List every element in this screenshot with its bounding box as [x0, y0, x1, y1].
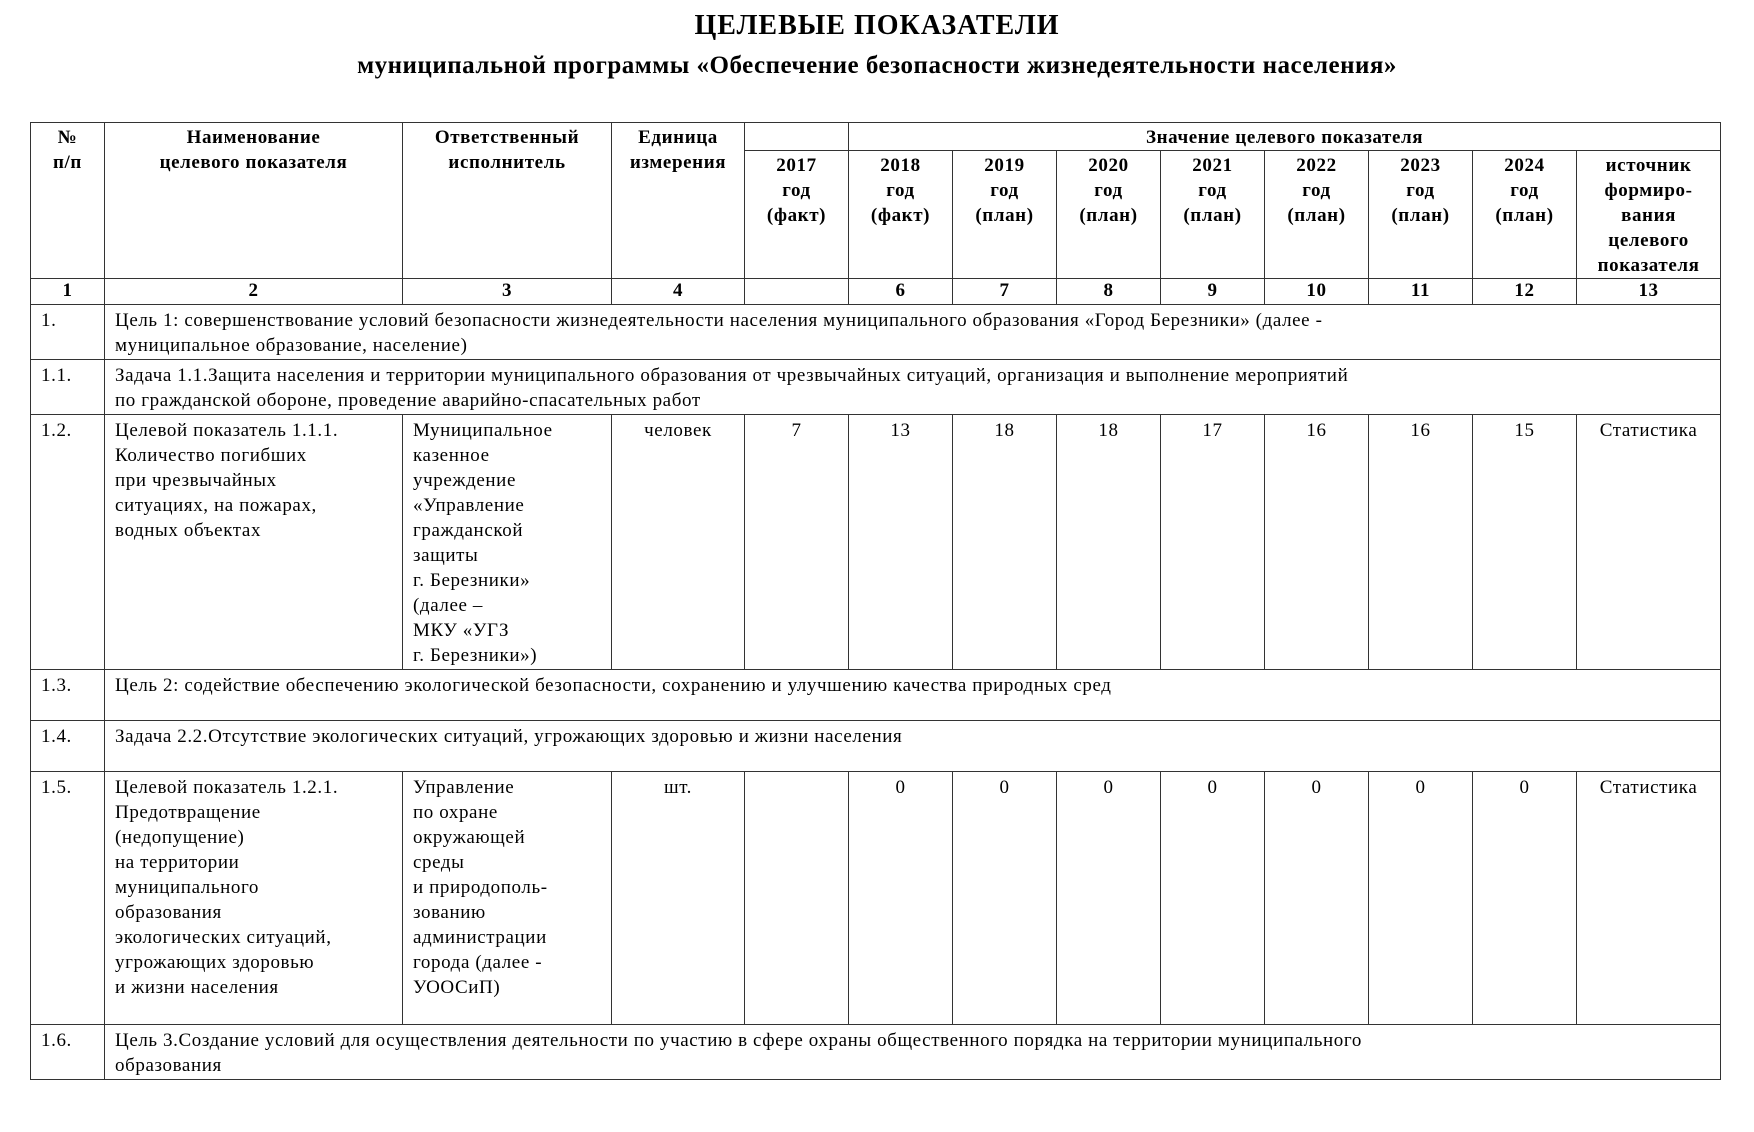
col-number: 4: [612, 279, 745, 305]
row-index: 1.: [31, 305, 105, 360]
header-row-1: [31, 123, 1721, 151]
col-number: 8: [1057, 279, 1161, 305]
table-row-goal-1: [31, 305, 1721, 360]
value-2024: 15: [1473, 415, 1577, 670]
value-2020: 18: [1057, 415, 1161, 670]
header-year-2021: 2021 год (план): [1161, 151, 1265, 279]
indicator-source: Статистика: [1577, 772, 1721, 1025]
value-2018: 0: [849, 772, 953, 1025]
row-index: 1.3.: [31, 670, 105, 721]
header-year-2022: 2022 год (план): [1265, 151, 1369, 279]
indicator-source: Статистика: [1577, 415, 1721, 670]
goal-text: Цель 1: совершенствование условий безопасности жизнедеятельности населения муниципального образования «Город Березники» (далее - муниципальное образование, население): [105, 305, 1721, 360]
header-year-2017: 2017 год (факт): [745, 151, 849, 279]
indicator-unit: шт.: [612, 772, 745, 1025]
table-row-indicator-1-2-1: [31, 772, 1721, 1025]
value-2019: 0: [953, 772, 1057, 1025]
indicator-responsible: Муниципальное казенное учреждение «Управление гражданской защиты г. Березники» (далее – МКУ «УГЗ г. Березники»): [403, 415, 612, 670]
table-row-task-2-2: [31, 721, 1721, 772]
value-2018: 13: [849, 415, 953, 670]
value-2023: 16: [1369, 415, 1473, 670]
value-2024: 0: [1473, 772, 1577, 1025]
header-unit: Единица измерения: [612, 123, 745, 279]
value-2019: 18: [953, 415, 1057, 670]
targets-table: [30, 122, 1721, 1080]
col-number: 6: [849, 279, 953, 305]
goal-text: Цель 2: содействие обеспечению экологической безопасности, сохранению и улучшению качества природных сред: [105, 670, 1721, 721]
row-index: 1.1.: [31, 360, 105, 415]
header-empty-cell: [745, 123, 849, 151]
col-number: [745, 279, 849, 305]
column-number-row: [31, 279, 1721, 305]
value-2017: [745, 772, 849, 1025]
indicator-name: Целевой показатель 1.2.1. Предотвращение (недопущение) на территории муниципального образования экологических ситуаций, угрожающих здоровью и жизни населения: [105, 772, 403, 1025]
header-value-group: Значение целевого показателя: [849, 123, 1721, 151]
header-num: № п/п: [31, 123, 105, 279]
col-number: 11: [1369, 279, 1473, 305]
indicator-name: Целевой показатель 1.1.1. Количество погибших при чрезвычайных ситуациях, на пожарах, водных объектах: [105, 415, 403, 670]
col-number: 9: [1161, 279, 1265, 305]
value-2023: 0: [1369, 772, 1473, 1025]
row-index: 1.4.: [31, 721, 105, 772]
table-row-goal-3: [31, 1025, 1721, 1080]
col-number: 7: [953, 279, 1057, 305]
header-source: источник формиро- вания целевого показателя: [1577, 151, 1721, 279]
goal-text: Цель 3.Создание условий для осуществления деятельности по участию в сфере охраны общественного порядка на территории муниципального образования: [105, 1025, 1721, 1080]
header-year-2020: 2020 год (план): [1057, 151, 1161, 279]
col-number: 2: [105, 279, 403, 305]
value-2022: 16: [1265, 415, 1369, 670]
col-number: 1: [31, 279, 105, 305]
header-year-2024: 2024 год (план): [1473, 151, 1577, 279]
header-responsible: Ответственный исполнитель: [403, 123, 612, 279]
col-number: 13: [1577, 279, 1721, 305]
value-2021: 0: [1161, 772, 1265, 1025]
col-number: 3: [403, 279, 612, 305]
page-subtitle: муниципальной программы «Обеспечение безопасности жизнедеятельности населения»: [357, 52, 1397, 79]
table-row-goal-2: [31, 670, 1721, 721]
task-text: Задача 1.1.Защита населения и территории муниципального образования от чрезвычайных ситуаций, организация и выполнение мероприятий по гражданской обороне, проведение аварийно-спасательных работ: [105, 360, 1721, 415]
task-text: Задача 2.2.Отсутствие экологических ситуаций, угрожающих здоровью и жизни населения: [105, 721, 1721, 772]
header-year-2018: 2018 год (факт): [849, 151, 953, 279]
page-title: ЦЕЛЕВЫЕ ПОКАЗАТЕЛИ: [694, 10, 1060, 41]
header-name: Наименование целевого показателя: [105, 123, 403, 279]
value-2022: 0: [1265, 772, 1369, 1025]
table-row-indicator-1-1-1: [31, 415, 1721, 670]
table-row-task-1-1: [31, 360, 1721, 415]
row-index: 1.6.: [31, 1025, 105, 1080]
indicator-unit: человек: [612, 415, 745, 670]
header-year-2019: 2019 год (план): [953, 151, 1057, 279]
value-2020: 0: [1057, 772, 1161, 1025]
indicator-responsible: Управление по охране окружающей среды и природополь- зованию администрации города (далее - УООСиП): [403, 772, 612, 1025]
col-number: 10: [1265, 279, 1369, 305]
value-2017: 7: [745, 415, 849, 670]
col-number: 12: [1473, 279, 1577, 305]
row-index: 1.2.: [31, 415, 105, 670]
value-2021: 17: [1161, 415, 1265, 670]
row-index: 1.5.: [31, 772, 105, 1025]
header-year-2023: 2023 год (план): [1369, 151, 1473, 279]
